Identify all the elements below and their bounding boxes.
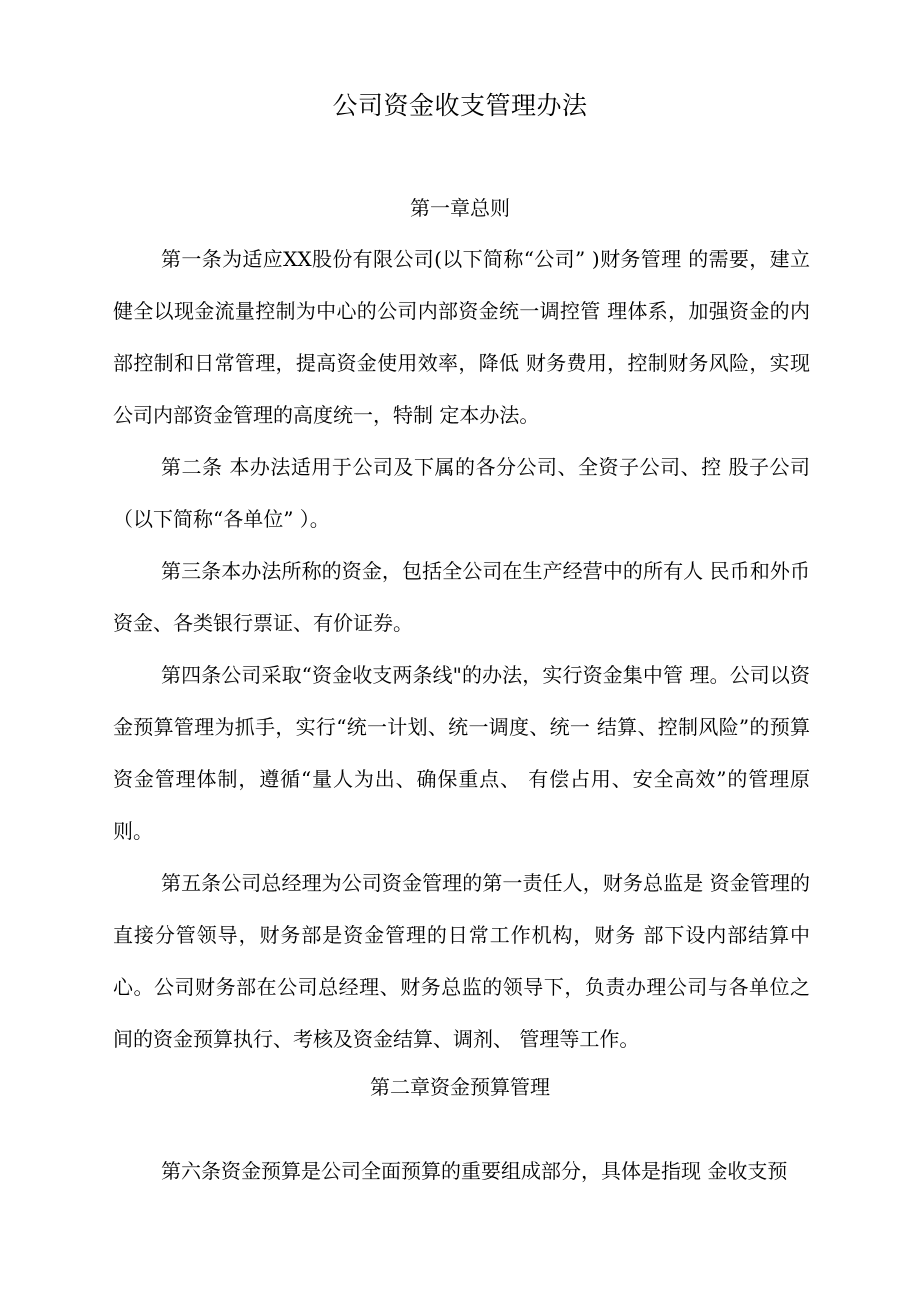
- chapter-heading-2: 第二章资金预算管理: [370, 1075, 550, 1099]
- document-title: 公司资金收支管理办法: [332, 91, 588, 120]
- article-1: 第一条为适应XX股份有限公司(以下简称“公司” )财务管理 的需要，建立健全以现金流量控制为中心的公司内部资金统一调控管 理体系，加强资金的内部控制和日常管理，提高资金使用效率，降低 财务费用，控制财务风险，实现公司内部资金管理的高度统一，特制 定本办法。: [113, 247, 810, 427]
- chapter-heading-1: 第一章总则: [410, 196, 510, 220]
- article-2: 第二条 本办法适用于公司及下属的各分公司、全资子公司、控 股子公司（以下简称“各单位” ）。: [113, 455, 810, 531]
- article-6: 第六条资金预算是公司全面预算的重要组成部分，具体是指现 金收支预: [161, 1159, 788, 1183]
- article-5: 第五条公司总经理为公司资金管理的第一责任人，财务总监是 资金管理的直接分管领导，财务部是资金管理的日常工作机构，财务 部下设内部结算中心。公司财务部在公司总经理、财务总监的领导下，负责办理公司与各单位之间的资金预算执行、考核及资金结算、调剂、 管理等工作。: [113, 871, 810, 1051]
- article-4: 第四条公司采取“资金收支两条线"的办法，实行资金集中管 理。公司以资金预算管理为抓手，实行“统一计划、统一调度、统一 结算、控制风险”的预算资金管理体制，遵循“量人为出、确保重点、 有偿占用、安全高效”的管理原则。: [113, 663, 810, 843]
- article-3: 第三条本办法所称的资金，包括全公司在生产经营中的所有人 民币和外币资金、各类银行票证、有价证券。: [113, 559, 810, 635]
